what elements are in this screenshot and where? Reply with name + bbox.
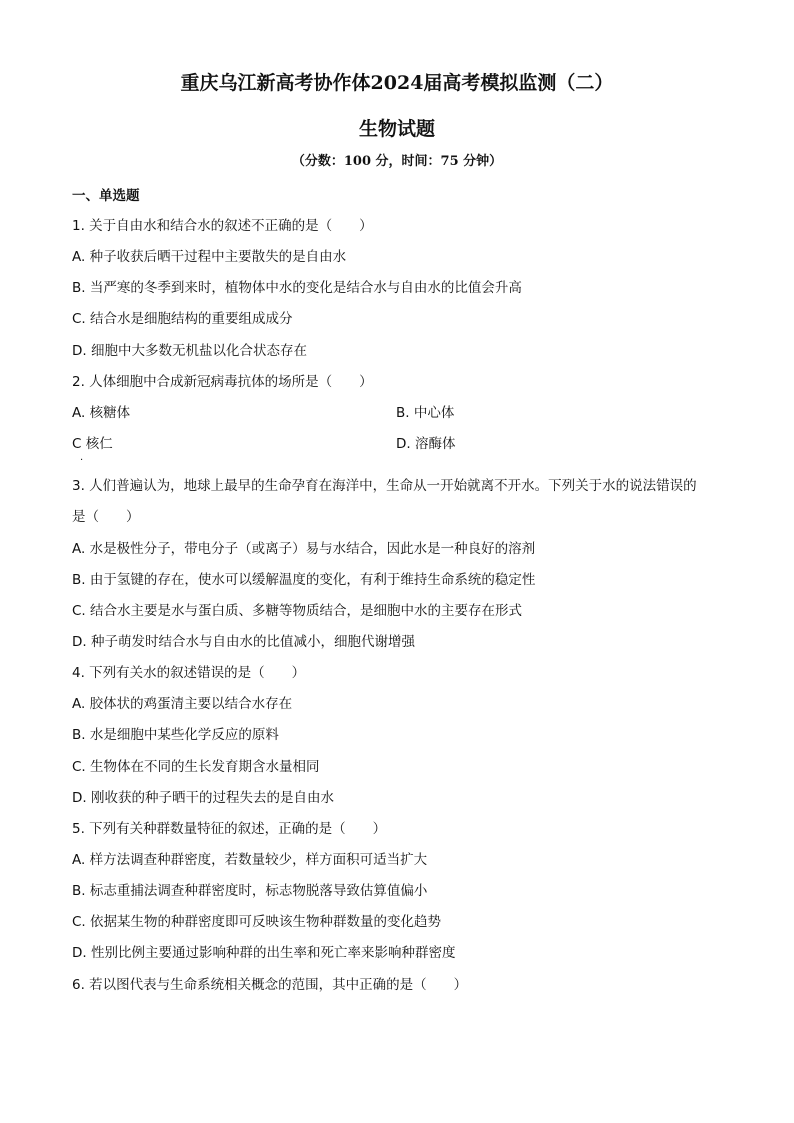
- question-4-option-a: A. 胶体状的鸡蛋清主要以结合水存在: [72, 696, 293, 712]
- question-5-option-d: D. 性别比例主要通过影响种群的出生率和死亡率来影响种群密度: [72, 945, 456, 961]
- stray-dot: .: [80, 452, 84, 463]
- question-1-option-d: D. 细胞中大多数无机盐以化合状态存在: [72, 343, 307, 359]
- question-1-stem: 1. 关于自由水和结合水的叙述不正确的是（ ）: [72, 218, 373, 234]
- question-6-stem: 6. 若以图代表与生命系统相关概念的范围，其中正确的是（ ）: [72, 977, 468, 993]
- question-3-option-c: C. 结合水主要是水与蛋白质、多糖等物质结合，是细胞中水的主要存在形式: [72, 603, 523, 619]
- question-1-option-c: C. 结合水是细胞结构的重要组成成分: [72, 311, 293, 327]
- question-5-option-c: C. 依据某生物的种群密度即可反映该生物种群数量的变化趋势: [72, 914, 442, 930]
- question-1-option-b: B. 当严寒的冬季到来时，植物体中水的变化是结合水与自由水的比值会升高: [72, 280, 522, 296]
- exam-title: 重庆乌江新高考协作体2024届高考模拟监测（二）: [180, 72, 614, 94]
- question-3-option-a: A. 水是极性分子，带电分子（或离子）易与水结合，因此水是一种良好的溶剂: [72, 541, 536, 557]
- question-5-option-b: B. 标志重捕法调查种群密度时，标志物脱落导致估算值偏小: [72, 883, 428, 899]
- question-4-option-d: D. 刚收获的种子晒干的过程失去的是自由水: [72, 790, 334, 806]
- question-4-option-c: C. 生物体在不同的生长发育期含水量相同: [72, 759, 320, 775]
- question-3-stem-line2: 是（ ）: [72, 509, 140, 525]
- question-2-stem: 2. 人体细胞中合成新冠病毒抗体的场所是（ ）: [72, 374, 373, 390]
- question-4-option-b: B. 水是细胞中某些化学反应的原料: [72, 727, 279, 743]
- question-1-option-a: A. 种子收获后晒干过程中主要散失的是自由水: [72, 249, 347, 265]
- section-heading: 一、单选题: [72, 188, 140, 204]
- question-2-option-d: D. 溶酶体: [396, 436, 456, 452]
- question-2-option-b: B. 中心体: [396, 405, 455, 421]
- question-4-stem: 4. 下列有关水的叙述错误的是（ ）: [72, 665, 306, 681]
- question-3-option-b: B. 由于氢键的存在，使水可以缓解温度的变化，有利于维持生命系统的稳定性: [72, 572, 536, 588]
- exam-info: （分数：100 分，时间：75 分钟）: [291, 154, 503, 169]
- question-3-stem-line1: 3. 人们普遍认为，地球上最早的生命孕育在海洋中，生命从一开始就离不开水。下列关于水的说法错误的: [72, 478, 697, 494]
- question-2-option-a: A. 核糖体: [72, 405, 131, 421]
- question-2-option-c: C 核仁: [72, 436, 113, 452]
- exam-subject: 生物试题: [358, 118, 435, 140]
- question-3-option-d: D. 种子萌发时结合水与自由水的比值减小，细胞代谢增强: [72, 634, 415, 650]
- question-5-stem: 5. 下列有关种群数量特征的叙述，正确的是（ ）: [72, 821, 387, 837]
- question-5-option-a: A. 样方法调查种群密度，若数量较少，样方面积可适当扩大: [72, 852, 428, 868]
